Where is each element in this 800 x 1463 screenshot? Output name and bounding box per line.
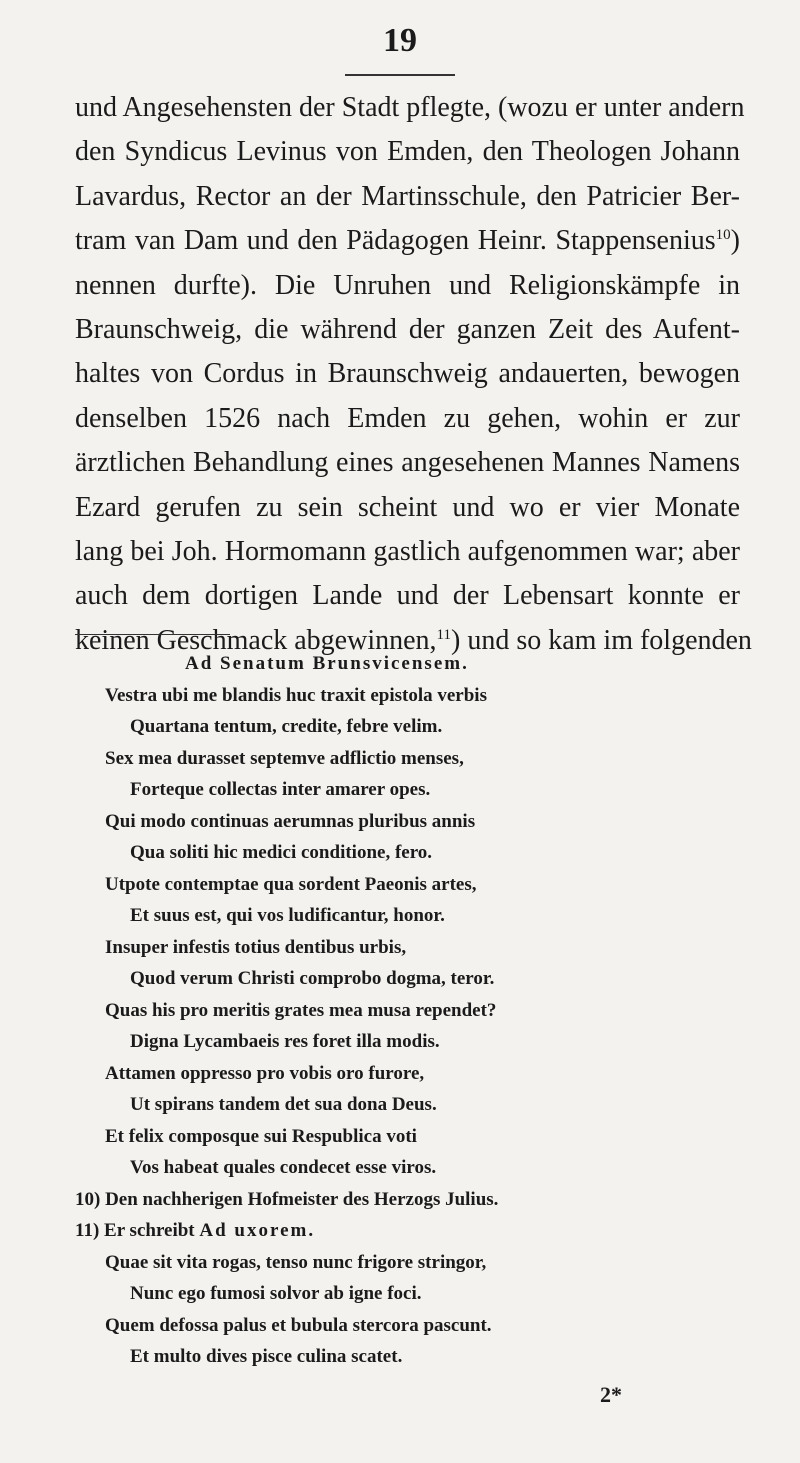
text-line (75, 219, 740, 263)
footnote-mark: 10) (75, 1188, 101, 1210)
verse-line: Qua soliti hic medici conditione, fero. (130, 842, 433, 863)
footnote-ref-10: 10 (715, 227, 731, 244)
footnote-10 (75, 1184, 740, 1216)
footnote-ref-11: 11 (436, 626, 451, 643)
footnote-11 (75, 1215, 740, 1247)
text-line: haltes von Cordus in Braunschweig andauerten, bewogen (75, 358, 740, 390)
verse-line: Ut spirans tandem det sua dona Deus. (130, 1094, 437, 1115)
verse-line: Utpote contemptae qua sordent Paeonis artes, (105, 873, 477, 895)
text-line-part: tram van Dam und den Pädagogen Heinr. Stappensenius (75, 225, 716, 257)
page-number: 19 (383, 22, 417, 59)
footnote-text: Den nachherigen Hofmeister des Herzogs Julius. (105, 1188, 499, 1210)
footnote-title: Ad uxorem. (199, 1220, 316, 1241)
text-line: Ezard gerufen zu sein scheint und wo er vier Monate (75, 491, 740, 523)
verse-line: Nunc ego fumosi solvor ab igne foci. (130, 1283, 422, 1304)
verse-line: Vestra ubi me blandis huc traxit epistola verbis (105, 684, 487, 706)
verse-line: Quae sit vita rogas, tenso nunc frigore stringor, (105, 1251, 487, 1273)
text-line: und Angesehensten der Stadt pflegte, (wozu er unter andern (75, 92, 745, 123)
verse-line: Qui modo continuas aerumnas pluribus annis (105, 810, 476, 832)
poem-heading: Ad Senatum Brunsvicensem. (185, 653, 469, 674)
verse-line: Insuper infestis totius dentibus urbis, (105, 936, 407, 958)
paren-close: ) (730, 225, 740, 257)
footnote-text: Er schreibt (104, 1220, 195, 1241)
footnote-mark: 11) (75, 1220, 100, 1241)
main-text (75, 86, 752, 663)
paren-close: ) (450, 624, 461, 656)
text-line-part: keinen Geschmack abgewinnen, (75, 624, 437, 656)
verse-line: Quem defossa palus et bubula stercora pascunt. (105, 1314, 492, 1336)
footnote-rule (75, 634, 230, 635)
text-line: denselben 1526 nach Emden zu gehen, wohin er zur (75, 402, 740, 434)
text-line: Braunschweig, die während der ganzen Zeit des Aufent- (75, 314, 740, 346)
text-line: lang bei Joh. Hormomann gastlich aufgenommen war; aber (75, 536, 740, 568)
text-line: Lavardus, Rector an der Martinsschule, den Patricier Ber- (75, 180, 740, 212)
text-line-part: und so kam im folgenden (460, 624, 752, 656)
verse-line: Vos habeat quales condecet esse viros. (130, 1157, 437, 1178)
text-line: ärztlichen Behandlung eines angesehenen Mannes Namens (75, 447, 740, 479)
verse-line: Digna Lycambaeis res foret illa modis. (130, 1031, 440, 1052)
footnotes (75, 648, 740, 1373)
verse-line: Et felix composque sui Respublica voti (105, 1125, 417, 1147)
verse-line: Attamen oppresso pro vobis oro furore, (105, 1062, 425, 1084)
verse-line: Quas his pro meritis grates mea musa rependet? (105, 999, 497, 1021)
verse-line: Et suus est, qui vos ludificantur, honor. (130, 905, 445, 926)
verse-line: Et multo dives pisce culina scatet. (130, 1346, 403, 1367)
text-line: nennen durfte). Die Unruhen und Religionskämpfe in (75, 269, 740, 301)
verse-line: Quartana tentum, credite, febre velim. (130, 716, 443, 737)
text-line: auch dem dortigen Lande und der Lebensart konnte er (75, 580, 740, 612)
verse-line: Quod verum Christi comprobo dogma, teror. (130, 968, 495, 989)
text-line: den Syndicus Levinus von Emden, den Theologen Johann (75, 136, 740, 168)
verse-line: Sex mea durasset septemve adflictio menses, (105, 747, 464, 769)
signature-mark: 2* (600, 1382, 622, 1407)
header-rule (345, 74, 455, 76)
verse-line: Forteque collectas inter amarer opes. (130, 779, 431, 800)
